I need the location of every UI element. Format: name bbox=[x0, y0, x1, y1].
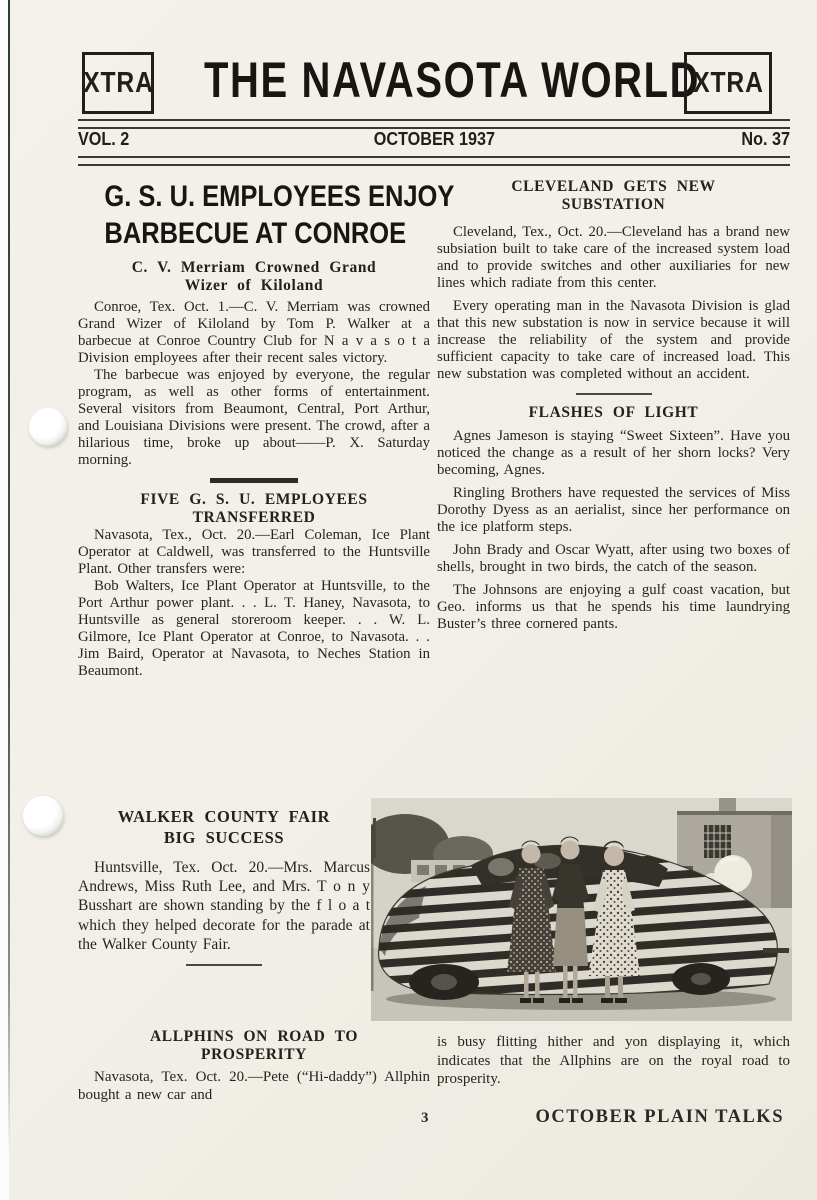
right-column bbox=[437, 178, 790, 633]
transfers-heading-line1: FIVE G. S. U. EMPLOYEES bbox=[140, 491, 368, 508]
fair-float-photo bbox=[371, 798, 792, 1021]
walker-paragraph-1: Huntsville, Tex. Oct. 20.—Mrs. Marcus Andrews, Miss Ruth Lee, and Mrs. T o n y Busshart are shown standing by the f l o a t which they helped decorate for the parade at the Walker County Fair. bbox=[78, 859, 370, 953]
substation-paragraph-2: Every operating man in the Navasota Division is glad that this new substation is now in service because it will increase the reliability of the system and provide sufficient capacity to take care of increased load. This new substation was completed without an accident. bbox=[437, 298, 790, 382]
xtra-badge-left-label: XTRA bbox=[82, 66, 154, 99]
flashes-paragraph-1: Agnes Jameson is staying “Sweet Sixteen”. Have you noticed the change as a result of her shorn locks? Very becoming, Agnes. bbox=[437, 428, 790, 478]
barbecue-headline-line1: G. S. U. EMPLOYEES ENJOY bbox=[104, 180, 455, 213]
flashes-heading: FLASHES OF LIGHT bbox=[528, 404, 699, 421]
substation-heading-line1: CLEVELAND GETS NEW bbox=[511, 178, 716, 195]
article-walker-fair bbox=[78, 806, 370, 975]
barbecue-subhead-line2: Wizer of Kiloland bbox=[184, 277, 324, 294]
walker-heading-line2: BIG SUCCESS bbox=[163, 828, 285, 847]
issue-date bbox=[78, 129, 790, 150]
scan-edge-line bbox=[8, 0, 10, 1200]
flashes-paragraph-2: Ringling Brothers have requested the services of Miss Dorothy Dyess as an aerialist, since her performance on the ice platform steps. bbox=[437, 485, 790, 535]
barbecue-paragraph-2: The barbecue was enjoyed by everyone, the regular program, as well as other forms of entertainment. Several visitors from Beaumont, Central, Port Arthur, and Louisiana Divisions were present. The crowd, after a hilarious time, broke up about——P. X. Saturday morning. bbox=[78, 367, 430, 468]
barbecue-subhead bbox=[78, 259, 430, 295]
article-transfers bbox=[78, 491, 430, 680]
xtra-badge-left bbox=[82, 52, 154, 114]
punch-hole-top bbox=[29, 408, 67, 446]
fair-float-photo-art bbox=[371, 798, 792, 1021]
xtra-badge-right bbox=[684, 52, 772, 114]
allphins-heading-line2: PROSPERITY bbox=[201, 1046, 307, 1063]
barbecue-headline-line2: BARBECUE AT CONROE bbox=[104, 217, 407, 250]
publication-name: OCTOBER PLAIN TALKS bbox=[535, 1107, 784, 1127]
transfers-paragraph-1: Navasota, Tex., Oct. 20.—Earl Coleman, Ice Plant Operator at Caldwell, was transferred to the Huntsville Plant. Other transfers were: bbox=[78, 527, 430, 577]
transfers-paragraph-2: Bob Walters, Ice Plant Operator at Huntsville, to the Port Arthur power plant. . . L. T. Haney, Navasota, to Huntsville as general storeroom keeper. . . W. L. Gilmore, Ice Plant Operator at Conroe, to Navasota. . . Jim Baird, Operator at Navasota, to Neches Station in Beaumont. bbox=[78, 578, 430, 679]
article-flashes bbox=[437, 404, 790, 633]
allphins-paragraph-1: Navasota, Tex. Oct. 20.—Pete (“Hi-daddy”) Allphin bought a new car and bbox=[78, 1069, 430, 1103]
substation-heading-line2: SUBSTATION bbox=[561, 196, 666, 213]
issue-number: No. 37 bbox=[741, 129, 790, 149]
article-allphins bbox=[78, 1028, 430, 1104]
section-divider-thick bbox=[210, 478, 298, 483]
section-divider-thin bbox=[576, 393, 652, 395]
article-substation bbox=[437, 178, 790, 383]
walker-heading-line1: WALKER COUNTY FAIR bbox=[117, 807, 331, 826]
allphins-continuation bbox=[437, 1033, 790, 1089]
allphins-continuation-paragraph: is busy flitting hither and yon displaying it, which indicates that the Allphins are on the royal road to prosperity. bbox=[437, 1034, 790, 1087]
substation-paragraph-1: Cleveland, Tex., Oct. 20.—Cleveland has a brand new subsiation built to take care of the increased system load and to provide switches and other auxiliaries for new lines which radiate from this center. bbox=[437, 224, 790, 291]
barbecue-paragraph-1: Conroe, Tex. Oct. 1.—C. V. Merriam was crowned Grand Wizer of Kiloland by Tom P. Walker at a barbecue at Conroe Country Club for N a v a s o t a Division employees after their recent sales victory. bbox=[78, 299, 430, 366]
xtra-badge-right-label: XTRA bbox=[692, 66, 764, 99]
masthead-rule-bottom bbox=[78, 156, 790, 166]
flashes-paragraph-4: The Johnsons are enjoying a gulf coast vacation, but Geo. informs us that he spends his time laundrying Buster’s three cornered pants. bbox=[437, 582, 790, 632]
punch-hole-bottom bbox=[23, 796, 63, 836]
photo-edge-artifact bbox=[371, 826, 374, 991]
newspaper-title: THE NAVASOTA WORLD bbox=[204, 52, 701, 108]
left-column bbox=[78, 178, 455, 680]
masthead-rule-top bbox=[78, 119, 790, 129]
allphins-heading-line1: ALLPHINS ON ROAD TO bbox=[150, 1028, 358, 1045]
issue-date-text: OCTOBER 1937 bbox=[373, 129, 495, 149]
section-divider-thin bbox=[186, 964, 262, 966]
volume-label: VOL. 2 bbox=[78, 129, 130, 149]
flashes-paragraph-3: John Brady and Oscar Wyatt, after using two boxes of shells, brought in two birds, the catch of the season. bbox=[437, 542, 790, 575]
transfers-heading-line2: TRANSFERRED bbox=[192, 509, 316, 526]
page-number: 3 bbox=[421, 1110, 429, 1126]
barbecue-subhead-line1: C. V. Merriam Crowned Grand bbox=[131, 259, 377, 276]
article-barbecue bbox=[78, 178, 455, 469]
